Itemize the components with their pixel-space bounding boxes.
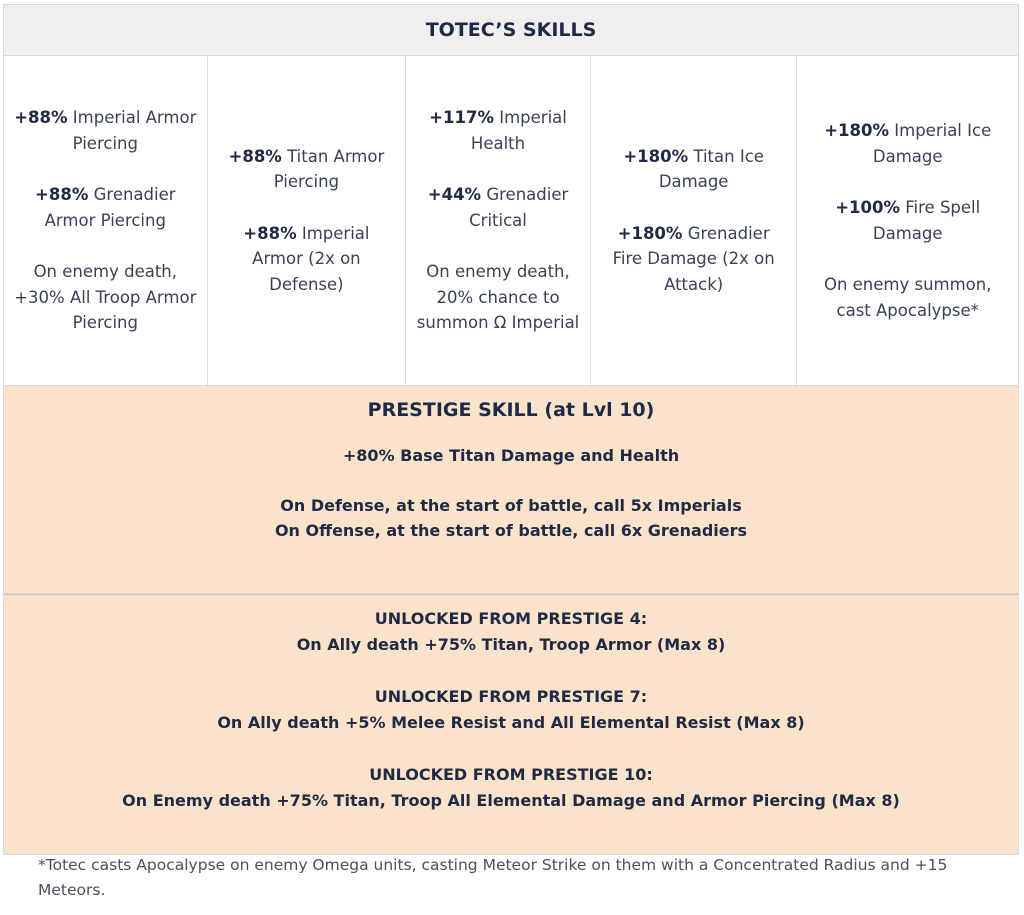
skill-cell-3 [406, 56, 591, 385]
unlock-desc: On Ally death +75% Titan, Troop Armor (Max 8) [296, 635, 726, 654]
skills-row [3, 56, 1019, 385]
unlock-block [4, 606, 1018, 658]
unlock-desc: On Ally death +5% Melee Resist and All Elemental Resist (Max 8) [217, 713, 805, 732]
skills-table [3, 4, 1019, 855]
skill-cell-5 [797, 56, 1018, 385]
prestige-lines [275, 493, 747, 543]
skill-item: On enemy death, 20% chance to summon Ω Imperial [416, 262, 580, 333]
unlock-block [4, 762, 1018, 814]
skill-item: +88% Imperial Armor Piercing [14, 108, 197, 153]
skill-cell-1 [4, 56, 208, 385]
prestige-heading: PRESTIGE SKILL (at Lvl 10) [367, 399, 655, 421]
skill-cell-4 [591, 56, 798, 385]
prestige-line-2: On Defense, at the start of battle, call 5x Imperials [280, 496, 742, 515]
unlock-title: UNLOCKED FROM PRESTIGE 7: [374, 687, 648, 706]
unlock-desc: On Enemy death +75% Titan, Troop All Elemental Damage and Armor Piercing (Max 8) [122, 791, 900, 810]
table-title: TOTEC’S SKILLS [3, 4, 1019, 56]
skill-item: +44% Grenadier Critical [427, 185, 569, 230]
prestige-line-1: +80% Base Titan Damage and Health [342, 446, 680, 465]
skill-item: +180% Imperial Ice Damage [824, 121, 992, 166]
skill-cell-2 [208, 56, 407, 385]
skill-item: +117% Imperial Health [429, 108, 567, 153]
skill-item: On enemy death, +30% All Troop Armor Piercing [14, 262, 197, 333]
prestige-line-3: On Offense, at the start of battle, call 6x Grenadiers [274, 521, 748, 540]
skill-item: On enemy summon, cast Apocalypse* [823, 275, 992, 320]
unlock-block [4, 684, 1018, 736]
skill-item: +88% Titan Armor Piercing [228, 146, 385, 192]
skill-item: +180% Grenadier Fire Damage (2x on Attack) [612, 223, 775, 294]
skill-item: +180% Titan Ice Damage [623, 146, 764, 192]
skill-item: +88% Grenadier Armor Piercing [35, 185, 176, 230]
skill-item: +88% Imperial Armor (2x on Defense) [243, 223, 370, 294]
unlocks-section [3, 594, 1019, 855]
prestige-section [3, 385, 1019, 594]
skill-item: +100% Fire Spell Damage [835, 198, 981, 243]
footnote: *Totec casts Apocalypse on enemy Omega units, casting Meteor Strike on them with a Concentrated Radius and +15 Meteors. [38, 856, 948, 899]
unlock-title: UNLOCKED FROM PRESTIGE 4: [374, 609, 648, 628]
unlock-title: UNLOCKED FROM PRESTIGE 10: [369, 765, 653, 784]
